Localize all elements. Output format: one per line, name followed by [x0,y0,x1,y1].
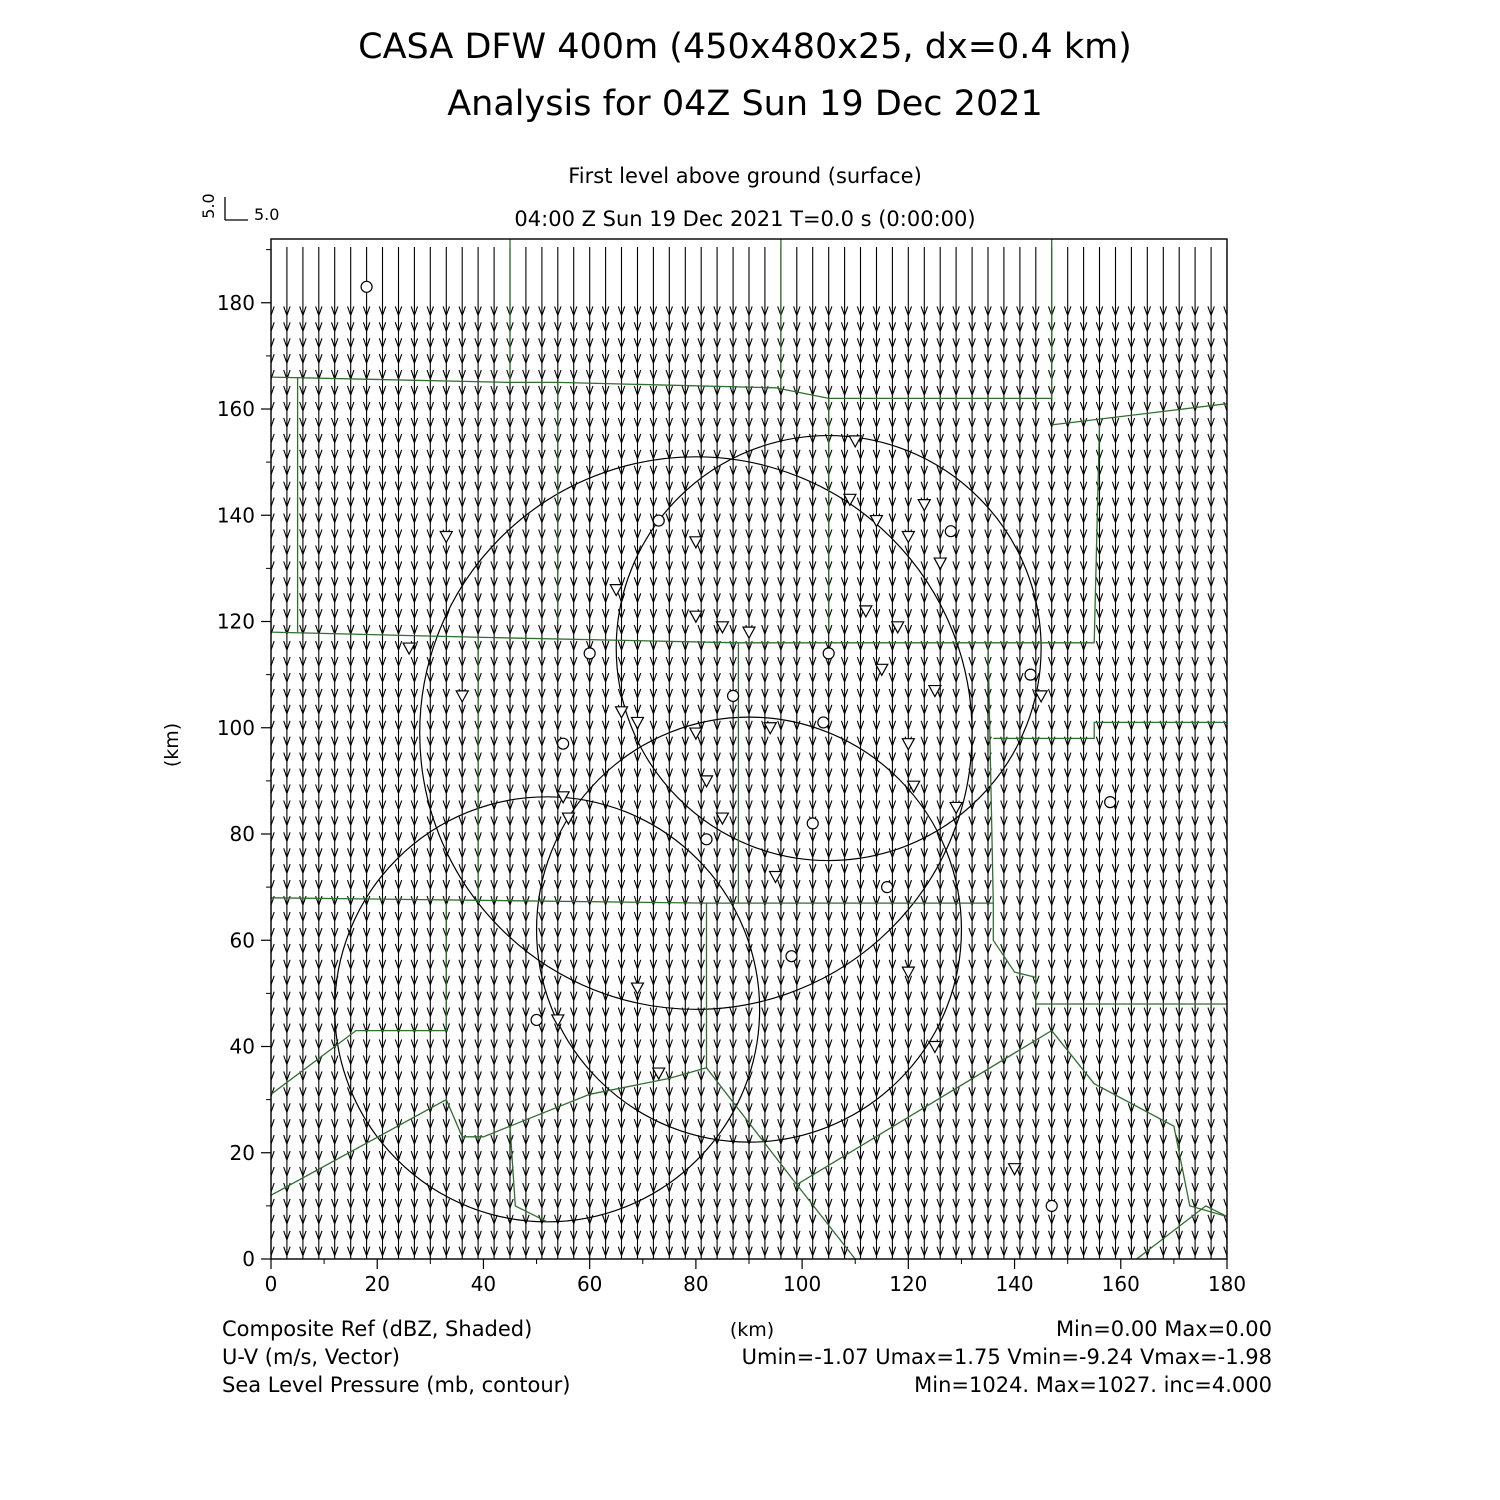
x-axis [265,1259,1246,1296]
x-tick-label: 180 [1207,1272,1247,1296]
station-triangle [918,500,930,511]
x-tick-label: 20 [364,1272,390,1296]
footer-composite-ref: Composite Ref (dBZ, Shaded) [222,1317,533,1341]
footer-slp-minmax: Min=1024. Max=1027. inc=4.000 [914,1373,1272,1397]
x-tick-label: 80 [683,1272,709,1296]
station-triangle [631,983,643,994]
y-tick-label: 0 [242,1247,255,1271]
station-circle [653,515,664,526]
y-tick-label: 40 [229,1034,255,1059]
station-triangle [764,723,776,734]
y-tick-label: 120 [216,609,255,634]
scale-vector [199,193,279,224]
station-triangle [552,1015,564,1026]
county-boundary [988,643,993,903]
station-circle [701,834,712,845]
station-circle [558,738,569,749]
county-boundary [993,722,1227,738]
footer-ref-minmax: Min=0.00 Max=0.00 [1055,1317,1272,1341]
station-triangle [610,585,622,596]
station-triangle [902,967,914,978]
station-circle [1046,1200,1057,1211]
station-circle [531,1014,542,1025]
station-circle [1025,669,1036,680]
y-tick-label: 60 [229,928,255,953]
y-tick-label: 20 [229,1140,255,1165]
x-tick-label: 160 [1101,1272,1140,1296]
station-triangle [440,532,452,543]
county-boundary [271,239,1052,398]
time-label: 04:00 Z Sun 19 Dec 2021 T=0.0 s (0:00:00) [514,207,976,231]
county-boundary [271,903,446,1094]
station-triangle [690,728,702,739]
y-tick-label: 140 [216,503,255,528]
station-circle [823,648,834,659]
station-triangle [701,776,713,787]
y-tick-label: 80 [229,822,255,846]
footer-slp: Sea Level Pressure (mb, contour) [222,1373,571,1397]
x-tick-label: 60 [576,1272,603,1296]
scale-v-label: 5.0 [199,193,218,219]
station-triangle [902,532,914,543]
station-circle [584,648,595,659]
station-circle [1105,797,1116,808]
chart-subtitle: Analysis for 04Z Sun 19 Dec 2021 [447,84,1043,124]
wind-arrow-field [268,247,1230,1320]
x-tick-label: 100 [783,1272,822,1296]
station-triangle [690,537,702,548]
y-tick-label: 180 [216,290,255,315]
station-circle [786,951,797,962]
county-boundary [271,632,1094,643]
station-circle [945,526,956,537]
x-tick-label: 120 [889,1272,928,1296]
wind-vectors [268,247,1230,1320]
station-triangle [631,717,643,728]
footer-uv: U-V (m/s, Vector) [222,1345,400,1369]
x-tick-label: 40 [470,1272,497,1296]
county-boundary [1052,404,1227,425]
x-axis-label: (km) [729,1319,775,1341]
station-circle [361,281,372,292]
footer-uv-minmax: Umin=-1.07 Umax=1.75 Vmin=-9.24 Vmax=-1.98 [741,1345,1272,1369]
y-tick-label: 100 [216,715,255,740]
x-tick-label: 0 [264,1272,278,1296]
station-triangle [934,558,946,569]
station-triangle [743,627,755,638]
station-triangle [902,739,914,750]
level-label: First level above ground (surface) [568,164,922,188]
y-axis-label: (km) [161,722,183,768]
station-circle [728,690,739,701]
station-triangle [456,691,468,702]
chart-title: CASA DFW 400m (450x480x25, dx=0.4 km) [358,27,1132,67]
y-axis [217,250,271,1271]
station-circle [882,882,893,893]
station-triangle [876,664,888,675]
station-triangle [770,872,782,883]
y-tick-label: 160 [216,397,255,421]
station-circle [818,717,829,728]
scale-u-label: 5.0 [254,205,280,224]
station-circle [807,818,818,829]
x-tick-label: 140 [995,1272,1034,1296]
